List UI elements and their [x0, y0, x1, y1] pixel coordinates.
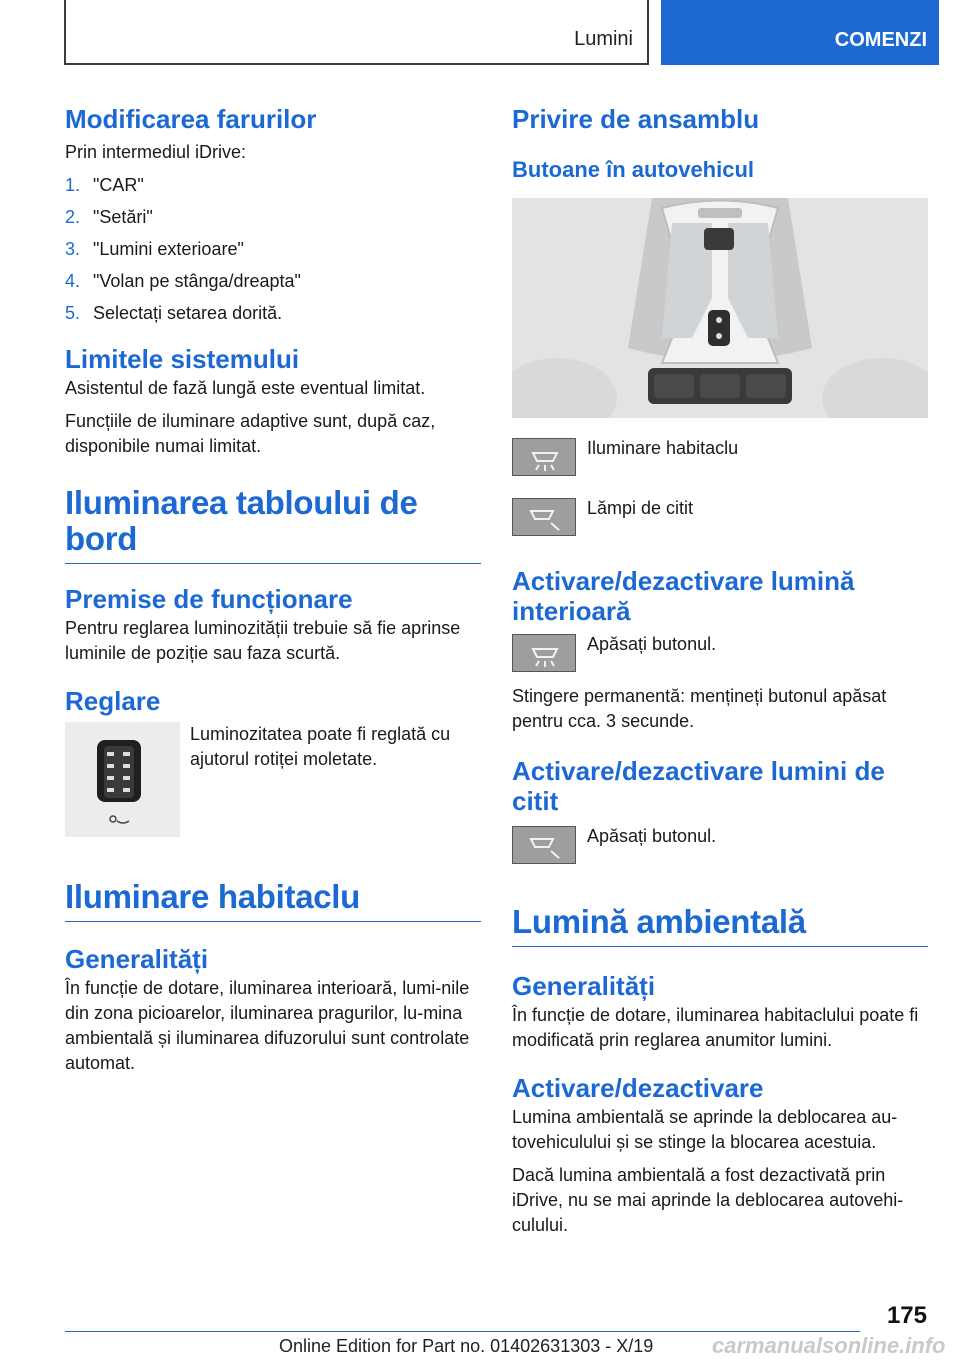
list-item: 1. "CAR" — [65, 175, 144, 195]
adjust-text: Luminozitatea poate fi reglată cu ajutorul rotiței moletate. — [190, 724, 451, 769]
interior-general-title: Generalități — [65, 944, 209, 974]
limits-text-2: Funcțiile de iluminare adaptive sunt, după caz, disponibile numai limitat. — [65, 411, 436, 456]
header-chapter-label: COMENZI — [834, 29, 927, 51]
overview-title: Privire de ansamblu — [512, 104, 760, 134]
list-item: 3. "Lumini exterioare" — [65, 239, 244, 259]
ambient-general-text: În funcție de dotare, iluminarea habitaclului poate fi modificată prin reglarea anumitor lumini. — [512, 1005, 919, 1050]
interior-toggle-row — [512, 634, 928, 672]
interior-toggle-instruction: Apăsați butonul. — [587, 634, 717, 654]
adjust-row — [65, 722, 481, 837]
interior-general-text: În funcție de dotare, iluminarea interioară, lumi-nile din zona picioarelor, iluminarea pragurilor, lu-mina ambientală și iluminarea difuzorului sunt controlate automat. — [65, 978, 470, 1073]
header-section-box — [64, 0, 649, 65]
reading-toggle-instruction: Apăsați butonul. — [587, 826, 717, 846]
list-item: 2. "Setări" — [65, 207, 153, 227]
limits-title: Limitele sistemului — [65, 344, 300, 374]
adjust-title: Reglare — [65, 686, 161, 716]
ambient-title: Lumină ambientală — [512, 904, 928, 947]
headlights-steps — [65, 173, 481, 326]
ambient-toggle-title: Activare/dezactivare — [512, 1073, 764, 1103]
ambient-toggle-text-1: Lumina ambientală se aprinde la deblocarea au-tovehiculului și se stinge la blocarea acestuia. — [512, 1107, 898, 1152]
footer-watermark: carmanualsonline.info — [712, 1333, 946, 1358]
headlights-intro: Prin intermediul iDrive: — [65, 142, 247, 162]
reading-light-icon — [512, 498, 576, 536]
list-item: 5. Selectați setarea dorită. — [65, 303, 283, 323]
reading-toggle-title: Activare/dezactivare lumini de citit — [512, 756, 885, 816]
footer-divider — [65, 1331, 860, 1332]
header-section-label: Lumini — [574, 28, 633, 50]
headlights-title: Modificarea farurilor — [65, 104, 317, 134]
legend-interior-label: Iluminare habitaclu — [587, 438, 739, 458]
right-column — [512, 100, 928, 1238]
list-item: 4. "Volan pe stânga/dreapta" — [65, 271, 301, 291]
legend-reading — [512, 498, 928, 536]
left-column — [65, 100, 481, 1076]
interior-toggle-title: Activare/dezactivare lumină interioară — [512, 566, 855, 626]
thumbwheel-image — [65, 722, 180, 837]
interior-light-icon — [512, 438, 576, 476]
footer-edition: Online Edition for Part no. 01402631303 - X/19 — [279, 1336, 654, 1356]
ambient-general-title: Generalități — [512, 971, 656, 1001]
interior-light-icon — [512, 634, 576, 672]
prereq-text: Pentru reglarea luminozității trebuie să fie aprinse luminile de poziție sau faza scurtă. — [65, 618, 461, 663]
prereq-title: Premise de funcționare — [65, 584, 353, 614]
header-chapter-tab[interactable] — [661, 0, 939, 65]
ambient-toggle-text-2: Dacă lumina ambientală a fost dezactivată prin iDrive, nu se mai aprinde la deblocarea autovehi-culului. — [512, 1165, 904, 1235]
overhead-console-image — [512, 198, 928, 418]
legend-reading-label: Lămpi de citit — [587, 498, 694, 518]
dashboard-title: Iluminarea tabloului de bord — [65, 485, 481, 564]
overview-subtitle: Butoane în autovehicul — [512, 157, 755, 182]
interior-toggle-note: Stingere permanentă: mențineți butonul apăsat pentru cca. 3 secunde. — [512, 686, 887, 731]
reading-toggle-row — [512, 826, 928, 864]
legend-interior — [512, 438, 928, 476]
limits-text-1: Asistentul de fază lungă este eventual limitat. — [65, 378, 426, 398]
reading-light-icon — [512, 826, 576, 864]
page-number: 175 — [886, 1302, 927, 1329]
interior-title: Iluminare habitaclu — [65, 879, 481, 922]
